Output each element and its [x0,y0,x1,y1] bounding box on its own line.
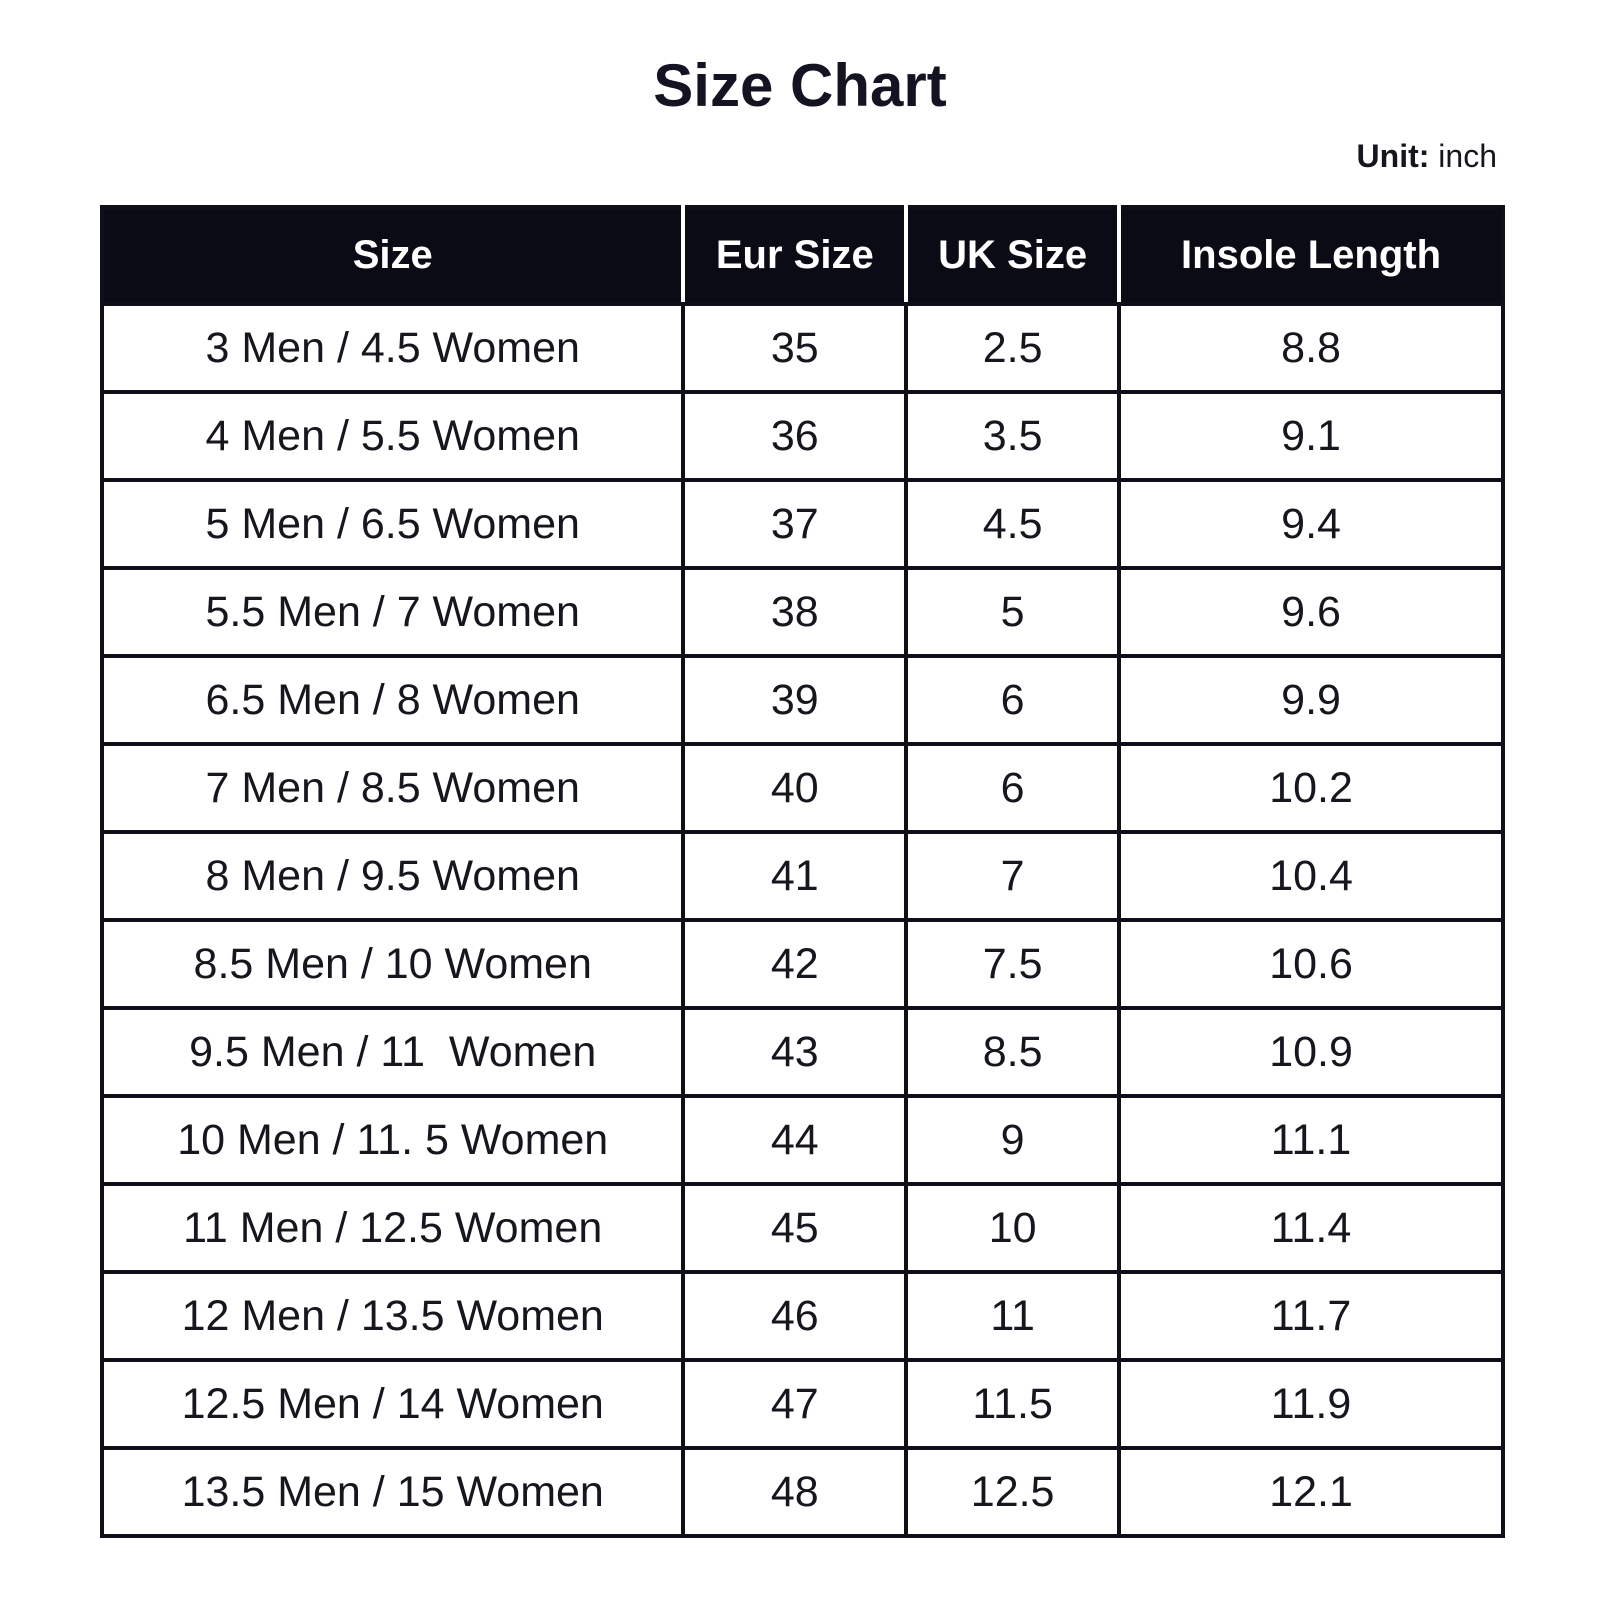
eur-size-cell: 43 [683,1008,906,1096]
eur-size-cell: 44 [683,1096,906,1184]
table-row [102,920,1503,1008]
table-row [102,1008,1503,1096]
eur-size-cell: 42 [683,920,906,1008]
insole-length-cell: 8.8 [1119,304,1503,392]
size-cell: 11 Men / 12.5 Women [102,1184,683,1272]
eur-size-cell: 39 [683,656,906,744]
table-header [102,207,1503,304]
col-header-insole-length: Insole Length [1119,207,1503,304]
size-cell: 8.5 Men / 10 Women [102,920,683,1008]
uk-size-cell: 3.5 [906,392,1119,480]
table-row [102,304,1503,392]
size-cell: 12 Men / 13.5 Women [102,1272,683,1360]
eur-size-cell: 38 [683,568,906,656]
table-row [102,744,1503,832]
insole-length-cell: 11.1 [1119,1096,1503,1184]
insole-length-cell: 10.9 [1119,1008,1503,1096]
uk-size-cell: 12.5 [906,1448,1119,1536]
insole-length-cell: 10.4 [1119,832,1503,920]
uk-size-cell: 11 [906,1272,1119,1360]
size-cell: 6.5 Men / 8 Women [102,656,683,744]
uk-size-cell: 7.5 [906,920,1119,1008]
size-cell: 5.5 Men / 7 Women [102,568,683,656]
table-row [102,656,1503,744]
eur-size-cell: 36 [683,392,906,480]
uk-size-cell: 5 [906,568,1119,656]
insole-length-cell: 9.6 [1119,568,1503,656]
col-header-size: Size [102,207,683,304]
table-body [102,304,1503,1536]
unit-note [100,138,1505,175]
eur-size-cell: 37 [683,480,906,568]
size-cell: 9.5 Men / 11 Women [102,1008,683,1096]
insole-length-cell: 9.9 [1119,656,1503,744]
eur-size-cell: 47 [683,1360,906,1448]
insole-length-cell: 10.2 [1119,744,1503,832]
uk-size-cell: 11.5 [906,1360,1119,1448]
table-row [102,1272,1503,1360]
header-row [102,207,1503,304]
uk-size-cell: 7 [906,832,1119,920]
unit-label: Unit: [1356,138,1430,174]
insole-length-cell: 9.1 [1119,392,1503,480]
table-row [102,1360,1503,1448]
size-cell: 5 Men / 6.5 Women [102,480,683,568]
col-header-eur-size: Eur Size [683,207,906,304]
size-cell: 7 Men / 8.5 Women [102,744,683,832]
eur-size-cell: 45 [683,1184,906,1272]
insole-length-cell: 9.4 [1119,480,1503,568]
eur-size-cell: 41 [683,832,906,920]
size-cell: 10 Men / 11. 5 Women [102,1096,683,1184]
unit-value: inch [1438,138,1497,174]
table-row [102,1184,1503,1272]
table-row [102,1448,1503,1536]
table-row [102,1096,1503,1184]
size-cell: 12.5 Men / 14 Women [102,1360,683,1448]
col-header-uk-size: UK Size [906,207,1119,304]
size-cell: 8 Men / 9.5 Women [102,832,683,920]
uk-size-cell: 9 [906,1096,1119,1184]
uk-size-cell: 6 [906,744,1119,832]
size-cell: 3 Men / 4.5 Women [102,304,683,392]
table-row [102,568,1503,656]
uk-size-cell: 10 [906,1184,1119,1272]
uk-size-cell: 6 [906,656,1119,744]
insole-length-cell: 11.7 [1119,1272,1503,1360]
size-cell: 13.5 Men / 15 Women [102,1448,683,1536]
size-chart-table [100,205,1505,1538]
insole-length-cell: 11.4 [1119,1184,1503,1272]
insole-length-cell: 10.6 [1119,920,1503,1008]
eur-size-cell: 40 [683,744,906,832]
uk-size-cell: 2.5 [906,304,1119,392]
eur-size-cell: 48 [683,1448,906,1536]
insole-length-cell: 11.9 [1119,1360,1503,1448]
size-cell: 4 Men / 5.5 Women [102,392,683,480]
table-row [102,480,1503,568]
eur-size-cell: 46 [683,1272,906,1360]
eur-size-cell: 35 [683,304,906,392]
table-row [102,832,1503,920]
insole-length-cell: 12.1 [1119,1448,1503,1536]
table-row [102,392,1503,480]
uk-size-cell: 8.5 [906,1008,1119,1096]
uk-size-cell: 4.5 [906,480,1119,568]
page-title: Size Chart [653,52,947,119]
